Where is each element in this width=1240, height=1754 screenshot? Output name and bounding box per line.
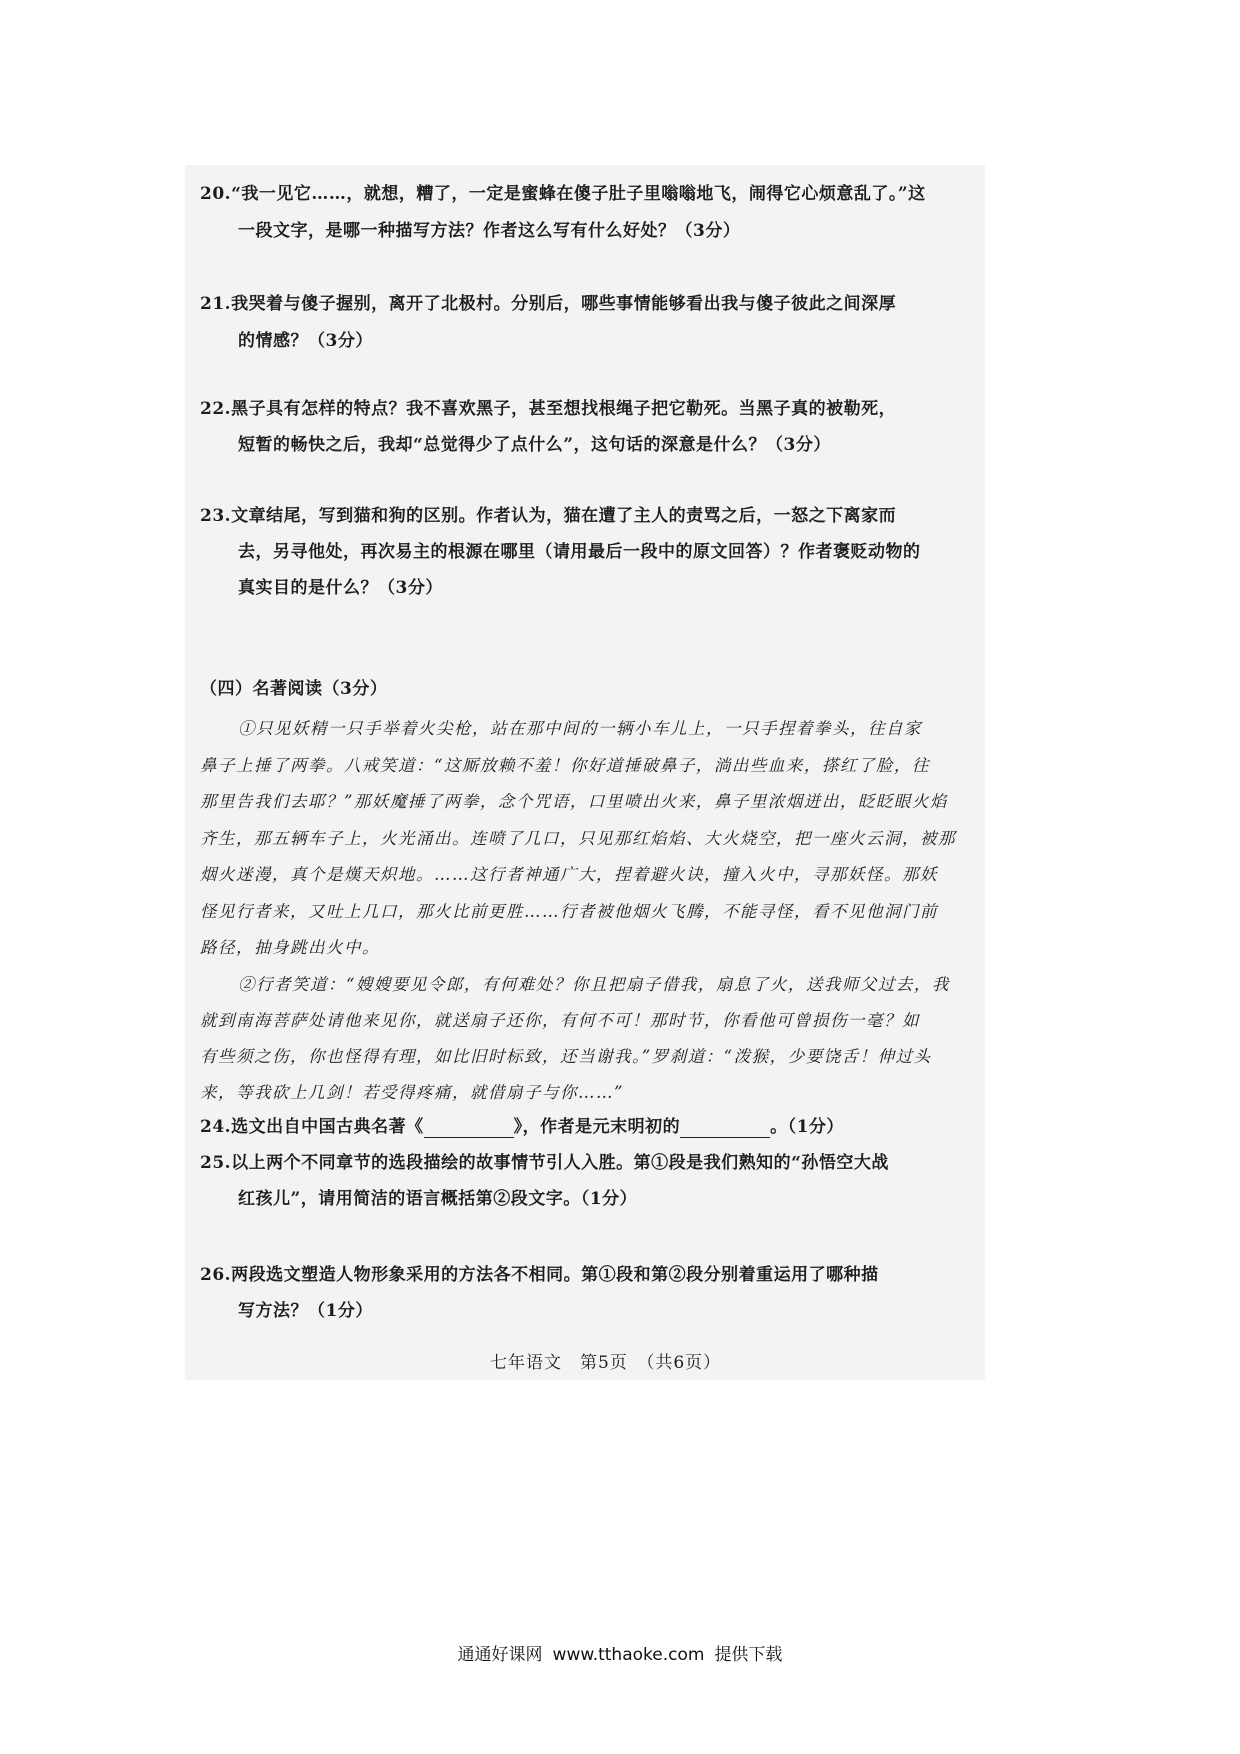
question-22-line-1: 22.黑子具有怎样的特点？我不喜欢黑子，甚至想找根绳子把它勒死。当黑子真的被勒死， bbox=[200, 399, 897, 419]
passage-1-line-2: 鼻子上捶了两拳。八戒笑道：“这厮放赖不羞！你好道捶破鼻子，淌出些血来，搽红了脸，往 bbox=[200, 756, 930, 775]
passage-2-line-3: 有些须之伤，你也怪得有理，如比旧时标致，还当谢我。”罗刹道：“泼猴，少要饶舌！伸过头 bbox=[200, 1047, 932, 1066]
question-23-line-2: 去，另寻他处，再次易主的根源在哪里（请用最后一段中的原文回答）？作者褒贬动物的 bbox=[238, 542, 921, 562]
passage-1-line-6: 怪见行者来，又吐上几口，那火比前更胜……行者被他烟火飞腾，不能寻怪，看不见他洞门前 bbox=[200, 902, 938, 921]
question-26-line-2: 写方法？（1分） bbox=[238, 1301, 373, 1321]
passage-1-line-7: 路径，抽身跳出火中。 bbox=[200, 938, 380, 957]
question-25-line-2: 红孩儿”，请用简洁的语言概括第②段文字。（1分） bbox=[238, 1189, 638, 1209]
section-4-title: （四）名著阅读（3分） bbox=[200, 679, 388, 699]
passage-2-line-1: ②行者笑道：“嫂嫂要见令郎，有何难处？你且把扇子借我，扇息了火，送我师父过去，我 bbox=[238, 975, 950, 994]
download-text: 提供下载 bbox=[714, 1645, 783, 1665]
book-title-blank[interactable] bbox=[424, 1119, 514, 1138]
site-name: 通通好课网 bbox=[457, 1645, 543, 1665]
question-20-line-2: 一段文字，是哪一种描写方法？作者这么写有什么好处？（3分） bbox=[238, 221, 741, 241]
question-24-text-2: 》，作者是元末明初的 bbox=[513, 1117, 681, 1137]
question-21-line-1: 21.我哭着与傻子握别，离开了北极村。分别后，哪些事情能够看出我与傻子彼此之间深厚 bbox=[200, 294, 897, 314]
question-24 bbox=[200, 1116, 844, 1138]
passage-2-line-4: 来，等我砍上几剑！若受得疼痛，就借扇子与你……” bbox=[200, 1083, 624, 1102]
question-22-line-2: 短暂的畅快之后，我却“总觉得少了点什么”，这句话的深意是什么？（3分） bbox=[238, 435, 831, 455]
question-20-line-1: 20.“我一见它……，就想，糟了，一定是蜜蜂在傻子肚子里嗡嗡地飞，闹得它心烦意乱了。”这 bbox=[200, 184, 926, 204]
question-24-text-1: 24.选文出自中国古典名著《 bbox=[200, 1117, 424, 1137]
passage-1-line-5: 烟火迷漫，真个是熯天炽地。……这行者神通广大，捏着避火诀，撞入火中，寻那妖怪。那妖 bbox=[200, 865, 938, 884]
question-23-line-3: 真实目的是什么？（3分） bbox=[238, 578, 443, 598]
passage-1-line-1: ①只见妖精一只手举着火尖枪，站在那中间的一辆小车儿上，一只手捏着拳头，往自家 bbox=[238, 719, 922, 738]
question-26-line-1: 26.两段选文塑造人物形象采用的方法各不相同。第①段和第②段分别着重运用了哪种描 bbox=[200, 1265, 879, 1285]
page-number-footer: 七年语文 第5页 （共6页） bbox=[490, 1353, 722, 1373]
question-23-line-1: 23.文章结尾，写到猫和狗的区别。作者认为，猫在遭了主人的责骂之后，一怒之下离家而 bbox=[200, 506, 897, 526]
passage-2-line-2: 就到南海菩萨处请他来见你，就送扇子还你，有何不可！那时节，你看他可曾损伤一毫？如 bbox=[200, 1011, 920, 1030]
passage-1-line-3: 那里告我们去耶？”那妖魔捶了两拳，念个咒语，口里喷出火来，鼻子里浓烟迸出，眨眨眼火焰 bbox=[200, 792, 948, 811]
site-url[interactable]: www.tthaoke.com bbox=[552, 1645, 705, 1665]
passage-1-line-4: 齐生，那五辆车子上，火光涌出。连喷了几口，只见那红焰焰、大火烧空，把一座火云洞，被那 bbox=[200, 829, 956, 848]
site-footer bbox=[0, 1640, 1240, 1665]
question-25-line-1: 25.以上两个不同章节的选段描绘的故事情节引人入胜。第①段是我们熟知的“孙悟空大战 bbox=[200, 1153, 889, 1173]
question-24-text-3: 。（1分） bbox=[770, 1117, 844, 1137]
question-21-line-2: 的情感？（3分） bbox=[238, 331, 373, 351]
author-blank[interactable] bbox=[680, 1119, 770, 1138]
